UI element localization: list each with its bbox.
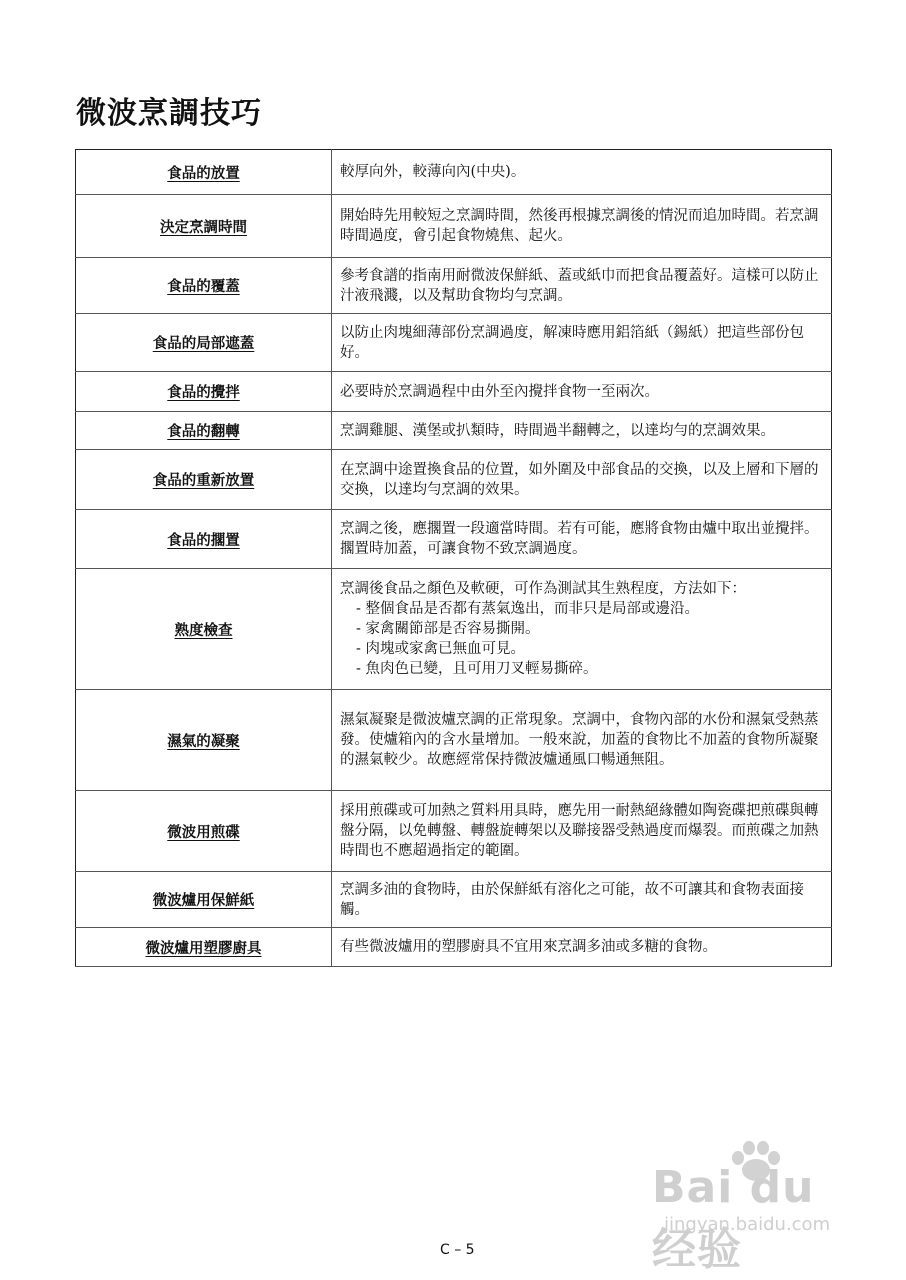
table-row bbox=[76, 510, 832, 569]
table-row bbox=[76, 791, 832, 872]
tip-description: 參考食譜的指南用耐微波保鮮紙、蓋或紙巾而把食品覆蓋好。這樣可以防止汁液飛濺，以及幫助食物均勻烹調。 bbox=[332, 258, 832, 314]
list-item: - 整個食品是否都有蒸氣逸出，而非只是局部或邊沿。 bbox=[356, 599, 823, 619]
page-title: 微波烹調技巧 bbox=[76, 96, 262, 131]
table-row bbox=[76, 314, 832, 372]
table-row bbox=[76, 258, 832, 314]
tip-description: 開始時先用較短之烹調時間，然後再根據烹調後的情況而追加時間。若烹調時間過度，會引起食物燒焦、起火。 bbox=[332, 195, 832, 258]
watermark-url: jingyan.baidu.com bbox=[664, 1214, 831, 1235]
tip-description: 在烹調中途置換食品的位置，如外圍及中部食品的交換，以及上層和下層的交換，以達均勻烹調的效果。 bbox=[332, 450, 832, 510]
tip-description: 以防止肉塊細薄部份烹調過度，解凍時應用鋁箔紙（錫紙）把這些部份包好。 bbox=[332, 314, 832, 372]
table-row bbox=[76, 569, 832, 690]
table-row bbox=[76, 690, 832, 791]
tip-description: 有些微波爐用的塑膠廚具不宜用來烹調多油或多糖的食物。 bbox=[332, 928, 832, 967]
tip-description: 較厚向外，較薄向內(中央)。 bbox=[332, 150, 832, 195]
tip-description: 烹調雞腿、漢堡或扒類時，時間過半翻轉之，以達均勻的烹調效果。 bbox=[332, 412, 832, 450]
table-row bbox=[76, 928, 832, 967]
check-list bbox=[340, 599, 823, 679]
list-item: - 家禽關節部是否容易撕開。 bbox=[356, 619, 823, 639]
tip-heading: 食品的擱置 bbox=[167, 532, 240, 549]
table-row bbox=[76, 195, 832, 258]
tip-heading: 決定烹調時間 bbox=[160, 219, 247, 236]
tip-heading: 食品的重新放置 bbox=[152, 473, 255, 489]
watermark-logo: Bai du 经验 bbox=[652, 1162, 815, 1275]
tip-description: 必要時於烹調過程中由外至內攪拌食物一至兩次。 bbox=[332, 372, 832, 412]
tip-description: 烹調多油的食物時，由於保鮮紙有溶化之可能，故不可讓其和食物表面接觸。 bbox=[332, 872, 832, 928]
tip-heading: 濕氣的凝聚 bbox=[167, 733, 240, 750]
cooking-tips-table bbox=[75, 149, 832, 967]
tip-description: 採用煎碟或可加熱之質料用具時，應先用一耐熱絕緣體如陶瓷碟把煎碟與轉盤分隔，以免轉盤、轉盤旋轉架以及聯接器受熱過度而爆裂。而煎碟之加熱時間也不應超過指定的範圍。 bbox=[332, 791, 832, 872]
table-row bbox=[76, 412, 832, 450]
baidu-jingyan-watermark bbox=[648, 1140, 873, 1275]
tip-heading: 食品的覆蓋 bbox=[167, 279, 240, 295]
tip-description: 烹調之後，應擱置一段適當時間。若有可能，應將食物由爐中取出並攪拌。擱置時加蓋，可讓食物不致烹調過度。 bbox=[332, 510, 832, 569]
tips-table-body bbox=[76, 150, 832, 967]
tip-heading: 食品的局部遮蓋 bbox=[152, 336, 255, 352]
tip-description: 濕氣凝聚是微波爐烹調的正常現象。烹調中，食物內部的水份和濕氣受熱蒸發。使爐箱內的含水量增加。一般來說，加蓋的食物比不加蓋的食物所凝聚的濕氣較少。故應經常保持微波爐通風口暢通無阻。 bbox=[332, 690, 832, 791]
tip-heading: 微波用煎碟 bbox=[167, 824, 240, 841]
tip-heading: 熟度檢查 bbox=[174, 622, 233, 639]
tip-heading: 食品的放置 bbox=[167, 165, 240, 182]
tip-heading: 微波爐用塑膠廚具 bbox=[145, 940, 262, 957]
page-number: C – 5 bbox=[440, 1242, 475, 1258]
table-row bbox=[76, 150, 832, 195]
table-row bbox=[76, 872, 832, 928]
tip-intro: 烹調後食品之顏色及軟硬，可作為測試其生熟程度，方法如下： bbox=[340, 581, 746, 597]
tip-heading: 食品的攪拌 bbox=[167, 385, 240, 401]
table-row bbox=[76, 372, 832, 412]
tip-heading: 食品的翻轉 bbox=[167, 424, 240, 440]
list-item: - 魚肉色已變，且可用刀叉輕易撕碎。 bbox=[356, 659, 823, 679]
tip-heading: 微波爐用保鮮紙 bbox=[152, 893, 255, 909]
tip-description bbox=[332, 569, 832, 690]
list-item: - 肉塊或家禽已無血可見。 bbox=[356, 639, 823, 659]
table-row bbox=[76, 450, 832, 510]
